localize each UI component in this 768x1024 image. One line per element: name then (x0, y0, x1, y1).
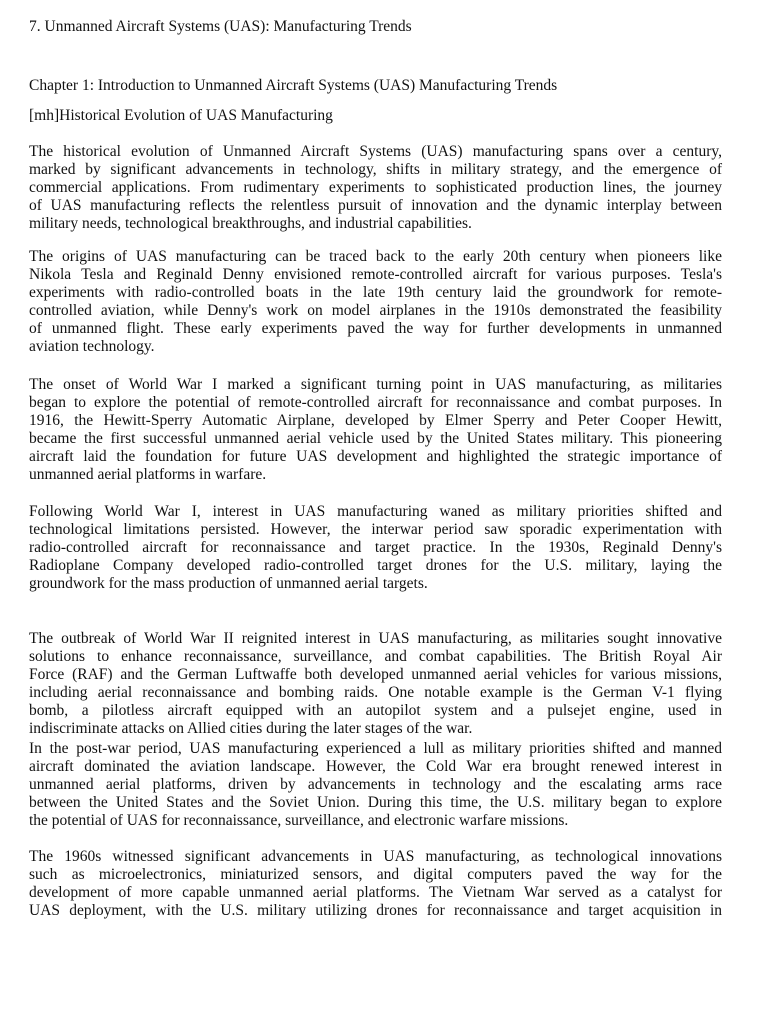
paragraph-line: commercial applications. From rudimentary experiments to sophisticated production lines, the journey (29, 179, 722, 196)
paragraph-line: aircraft laid the foundation for future UAS development and highlighted the strategic importance of (29, 448, 722, 465)
paragraph-line: development of more capable unmanned aerial platforms. The Vietnam War served as a catalyst for (29, 884, 722, 901)
paragraph-line: of unmanned flight. These early experiments paved the way for further developments in unmanned (29, 320, 722, 337)
paragraph-line: unmanned aerial platforms in warfare. (29, 466, 267, 483)
paragraph-line: technological limitations persisted. However, the interwar period saw sporadic experimentation with (29, 521, 722, 538)
paragraph-line: The onset of World War I marked a significant turning point in UAS manufacturing, as militaries (29, 376, 722, 393)
paragraph-line: Radioplane Company developed radio-controlled target drones for the U.S. military, laying the (29, 557, 722, 574)
paragraph-line: became the first successful unmanned aerial vehicle used by the United States military. This pioneering (29, 430, 722, 447)
paragraph-line: experiments with radio-controlled boats in the late 19th century laid the groundwork for remote- (29, 284, 722, 301)
paragraph-line: aviation technology. (29, 338, 155, 355)
paragraph-line: unmanned aerial platforms, driven by advancements in technology and the escalating arms race (29, 776, 722, 793)
paragraph-line: The origins of UAS manufacturing can be traced back to the early 20th century when pioneers like (29, 248, 722, 265)
paragraph (29, 248, 722, 356)
document-title: 7. Unmanned Aircraft Systems (UAS): Manufacturing Trends (29, 18, 412, 35)
paragraph-line: aircraft dominated the aviation landscape. However, the Cold War era brought renewed interest in (29, 758, 722, 775)
paragraph-line: indiscriminate attacks on Allied cities during the later stages of the war. (29, 720, 473, 737)
paragraph-line: The 1960s witnessed significant advancements in UAS manufacturing, as technological innovations (29, 848, 722, 865)
paragraph-line: the potential of UAS for reconnaissance, surveillance, and electronic warfare missions. (29, 812, 569, 829)
paragraph (29, 376, 722, 484)
paragraph-line: military needs, technological breakthroughs, and industrial capabilities. (29, 215, 472, 232)
section-heading: [mh]Historical Evolution of UAS Manufacturing (29, 107, 333, 124)
paragraph-line: Nikola Tesla and Reginald Denny envisioned remote-controlled aircraft for various purposes. Tesla's (29, 266, 722, 283)
paragraph-line: marked by significant advancements in technology, shifts in military strategy, and the emergence of (29, 161, 722, 178)
paragraph (29, 143, 722, 233)
paragraph-line: bomb, a pilotless aircraft equipped with an autopilot system and a pulsejet engine, used in (29, 702, 722, 719)
paragraph-line: Following World War I, interest in UAS manufacturing waned as military priorities shifted and (29, 503, 722, 520)
paragraph-line: The historical evolution of Unmanned Aircraft Systems (UAS) manufacturing spans over a century, (29, 143, 722, 160)
paragraph-line: radio-controlled aircraft for reconnaissance and target practice. In the 1930s, Reginald Denny's (29, 539, 722, 556)
paragraph-line: controlled aviation, while Denny's work on model airplanes in the 1910s demonstrated the feasibility (29, 302, 722, 319)
chapter-heading: Chapter 1: Introduction to Unmanned Aircraft Systems (UAS) Manufacturing Trends (29, 77, 558, 94)
paragraph-line: 1916, the Hewitt-Sperry Automatic Airplane, developed by Elmer Sperry and Peter Cooper Hewitt, (29, 412, 722, 429)
paragraph-line: groundwork for the mass production of unmanned aerial targets. (29, 575, 428, 592)
paragraph (29, 630, 722, 738)
paragraph-line: UAS deployment, with the U.S. military utilizing drones for reconnaissance and target acquisition in (29, 902, 722, 919)
paragraph-line: such as microelectronics, miniaturized sensors, and digital computers paved the way for the (29, 866, 722, 883)
paragraph (29, 503, 722, 593)
paragraph-line: of UAS manufacturing reflects the relentless pursuit of innovation and the dynamic interplay between (29, 197, 722, 214)
paragraph-line: between the United States and the Soviet Union. During this time, the U.S. military began to explore (29, 794, 722, 811)
paragraph (29, 740, 722, 830)
paragraph-line: including aerial reconnaissance and bombing raids. One notable example is the German V-1 flying (29, 684, 722, 701)
paragraph-line: Force (RAF) and the German Luftwaffe both developed unmanned aerial vehicles for various missions, (29, 666, 722, 683)
paragraph-line: began to explore the potential of remote-controlled aircraft for reconnaissance and combat purposes. In (29, 394, 722, 411)
paragraph-line: In the post-war period, UAS manufacturing experienced a lull as military priorities shifted and manned (29, 740, 722, 757)
paragraph (29, 848, 722, 920)
paragraph-line: The outbreak of World War II reignited interest in UAS manufacturing, as militaries sought innovative (29, 630, 722, 647)
paragraph-line: solutions to enhance reconnaissance, surveillance, and combat capabilities. The British Royal Air (29, 648, 722, 665)
